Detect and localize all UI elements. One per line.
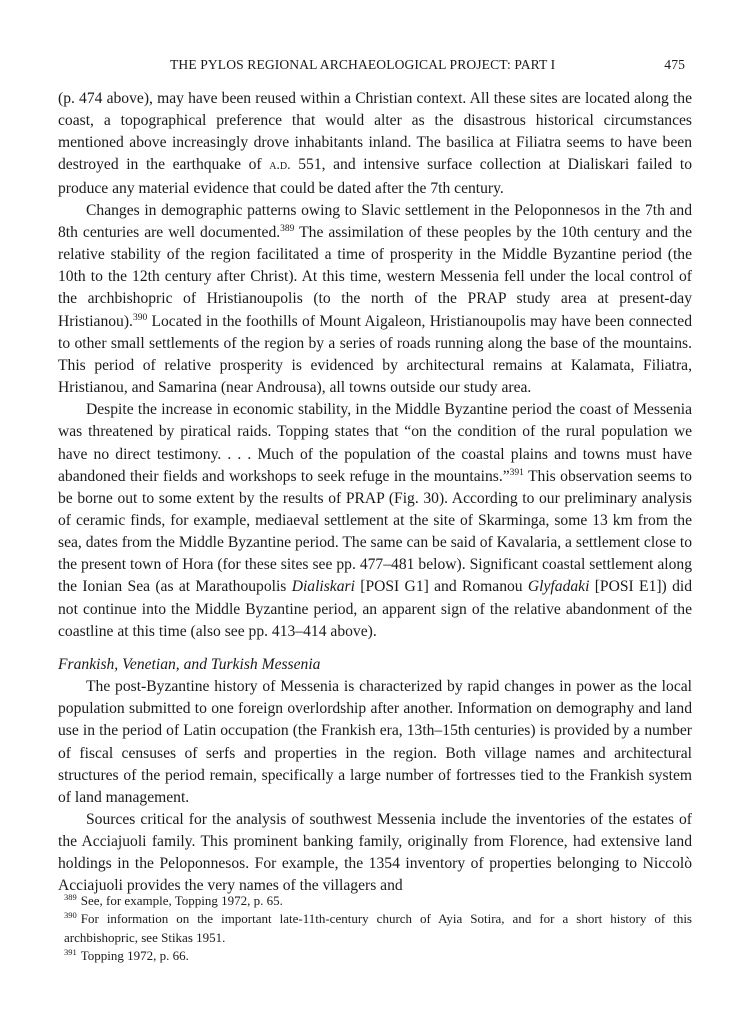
footnote-ref-389: 389 <box>280 223 295 234</box>
paragraph-3: Despite the increase in economic stability, in the Middle Byzantine period the coast of Messenia was threatened by piratical raids. Topping states that “on the condition of the rural population we have no direct testimony. . . . Much of the population of the coastal plains and towns must have abandoned their fields and workshops to seek refuge in the mountains.”$^{391}$ This observation seems to be borne out to some extent by the results of PRAP (Fig. 30). According to our preliminary analysis of ceramic finds, for example, mediaeval settlement at the site of Skarminga, some 13 km from the sea, dates from the Middle Byzantine period. The same can be said of Kavalaria, a settlement close to the present town of Hora (for these sites see pp. 477–481 below). Significant coastal settlement along the Ionian Sea (as at Marathoupolis Dialiskari [POSI G1] and Romanou Glyfadaki [POSI E1]) did not continue into the Middle Byzantine period, an apparent sign of the relative abandonment of the coastline at this time (also see pp. 413–414 above). <box>58 401 692 640</box>
footnote-ref-390: 390 <box>132 312 148 323</box>
footnote-ref-391: 391 <box>509 467 524 478</box>
footnote-text: Topping 1972, p. 66. <box>80 947 189 963</box>
paragraph-4: The post-Byzantine history of Messenia is characterized by rapid changes in power as the local population submitted to one foreign overlordship after another. Information on demography and land use in the period of Latin occupation (the Frankish era, 13th–15th centuries) is provided by a number of fiscal censuses of serfs and properties in the region. Both village names and architectural structures of the period remain, specifically a large number of fortresses tied to the Frankish system of land management. <box>58 678 692 806</box>
footnote-number: 390 <box>64 910 77 921</box>
footnote-391 <box>58 947 692 965</box>
paragraph-1: (p. 474 above), may have been reused within a Christian context. All these sites are located along the coast, a topographical preference that would alter as the disastrous historical circumstances mentioned above increasingly drove inhabitants inland. The basilica at Filiatra seems to have been destroyed in the earthquake of a.d. 551, and intensive surface collection at Dialiskari failed to produce any material evidence that could be dated after the 7th century. <box>58 90 692 197</box>
site-name-glyfadaki: Glyfadaki <box>527 578 590 596</box>
page-number: 475 <box>664 57 685 72</box>
paragraph-2: Changes in demographic patterns owing to Slavic settlement in the Peloponnesos in the 7th and 8th centuries are well documented.$^{389}$ The assimilation of these peoples by the 10th century and the relative stability of the region facilitated a time of prosperity in the Middle Byzantine period (the 10th to the 12th century after Christ). At this time, western Messenia fell under the local control of the archbishopric of Hristianoupolis (to the north of the PRAP study area at present-day Hristianou).$^{390}$ Located in the foothills of Mount Aigaleon, Hristianoupolis may have been connected to other small settlements of the region by a series of roads running along the base of the mountains. This period of relative prosperity is evidenced by architectural remains at Kalamata, Filiatra, Hristianou, and Samarina (near Androusa), all towns outside our study area. <box>58 201 692 397</box>
site-name-dialiskari: Dialiskari <box>291 578 355 596</box>
footnotes <box>58 892 692 965</box>
era-abbreviation: a.d. <box>269 158 291 174</box>
footnote-389 <box>58 892 692 910</box>
body-text <box>58 88 692 898</box>
footnote-text: See, for example, Topping 1972, p. 65. <box>80 893 283 908</box>
running-title: THE PYLOS REGIONAL ARCHAEOLOGICAL PROJECT: PART I <box>170 57 556 72</box>
section-subheading: Frankish, Venetian, and Turkish Messenia <box>58 655 321 673</box>
footnote-number: 391 <box>64 946 77 957</box>
footnote-number: 389 <box>64 892 77 902</box>
footnote-text: For information on the important late-11th-century church of Ayia Sotira, and for a short history of this archbishopric, see Stikas 1951. <box>64 911 692 945</box>
footnote-390 <box>58 910 692 947</box>
paragraph-5: Sources critical for the analysis of southwest Messenia include the inventories of the estates of the Acciajuoli family. This prominent banking family, originally from Florence, had extensive land holdings in the Peloponnesos. For example, the 1354 inventory of properties belonging to Niccolò Acciajuoli provides the very names of the villagers and <box>58 811 692 895</box>
